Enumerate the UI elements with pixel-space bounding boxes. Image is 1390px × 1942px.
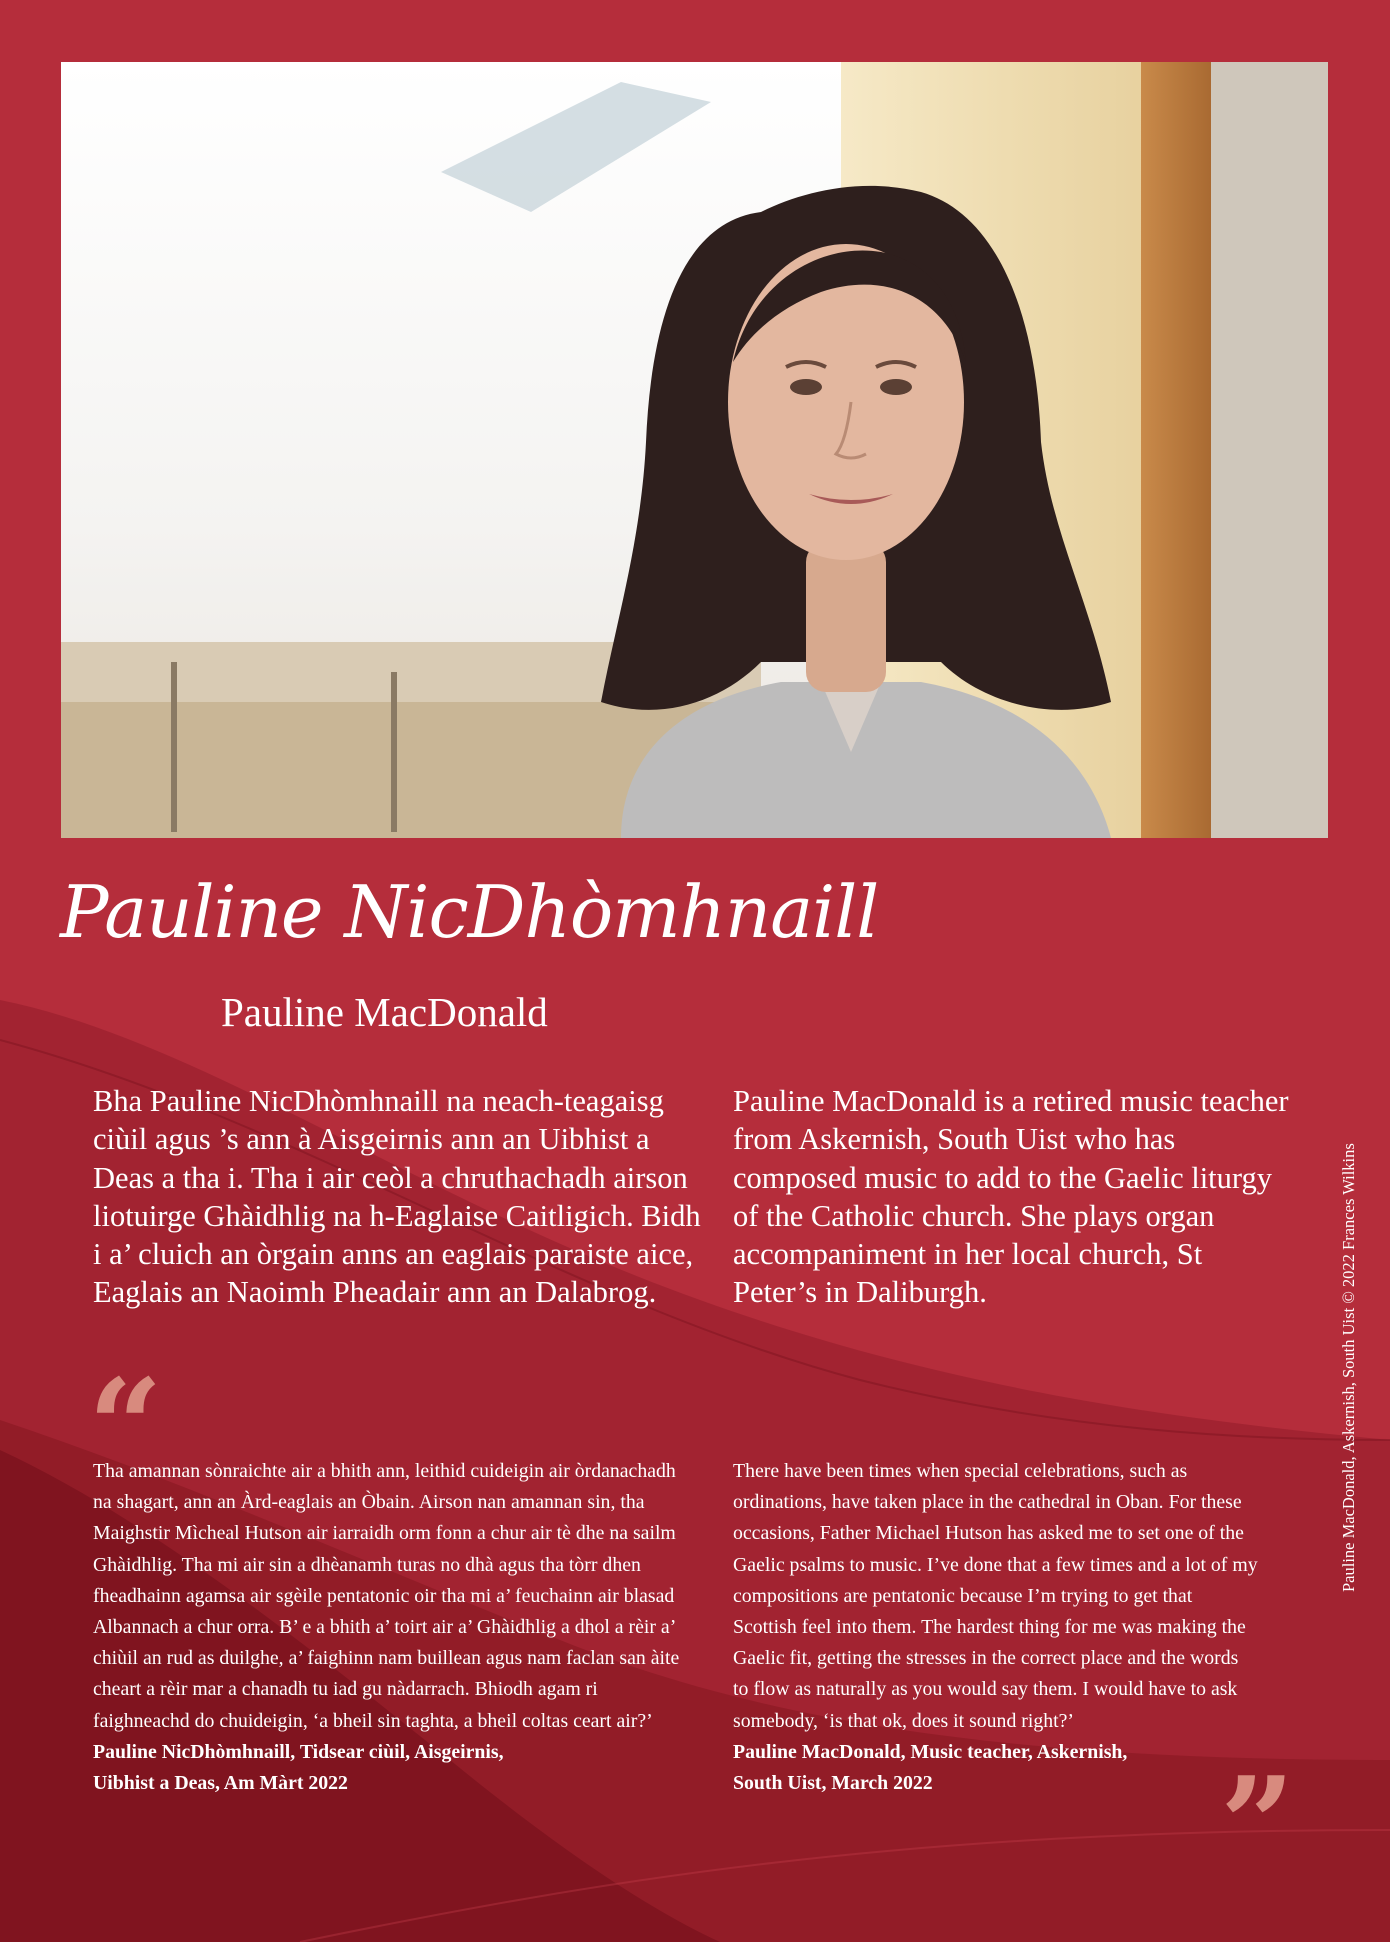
english-quote-attribution-line2: South Uist, March 2022 bbox=[733, 1772, 933, 1795]
photo-credit: Pauline MacDonald, Askernish, South Uist © 2022 Frances Wilkins bbox=[1339, 1143, 1358, 1592]
open-quote-mark: “ bbox=[88, 1350, 163, 1503]
english-intro-paragraph: Pauline MacDonald is a retired music teacher from Askernish, South Uist who has composed music to add to the Gaelic liturgy of the Catholic church. She plays organ accompaniment in her local church, St Peter’s in Daliburgh. bbox=[733, 1084, 1289, 1310]
close-quote-mark: ” bbox=[1220, 1748, 1295, 1901]
gaelic-quote-attribution-line2: Uibhist a Deas, Am Màrt 2022 bbox=[93, 1772, 348, 1795]
english-quote-text: There have been times when special celebrations, such as ordinations, have taken place in the cathedral in Oban. For these occasions, Father Michael Hutson has asked me to set one of the Gaelic psalms to music. I’ve done that a few times and a lot of my compositions are pentatonic because I’m trying to get that Scottish feel into them. The hardest thing for me was making the Gaelic fit, getting the stresses in the correct place and the words to flow as naturally as you would say them. I would have to ask somebody, ‘is that ok, does it sound right?’ bbox=[733, 1460, 1258, 1732]
english-quote bbox=[733, 1456, 1258, 1799]
gaelic-name-title: Pauline NicDhòmhnaill bbox=[60, 870, 879, 954]
english-quote-attribution-line1: Pauline MacDonald, Music teacher, Askernish, bbox=[733, 1740, 1128, 1763]
gaelic-intro-paragraph: Bha Pauline NicDhòmhnaill na neach-teagaisg ciùil agus ’s ann à Aisgeirnis ann an Uibhist a Deas a tha i. Tha i air ceòl a chruthachadh airson liotuirge Ghàidhlig na h-Eaglaise Caitligich. Bidh i a’ cluich an òrgain anns an eaglais paraiste aice, Eaglais an Naoimh Pheadair ann an Dalabrog. bbox=[93, 1084, 701, 1310]
gaelic-quote-text: Tha amannan sònraichte air a bhith ann, leithid cuideigin air òrdanachadh na shagart, ann an Àrd-eaglais an Òbain. Airson nan amannan sin, tha Maighstir Mìcheal Hutson air iarraidh orm fonn a chur air tè dhe na sailm Ghàidhlig. Tha mi air sin a dhèanamh turas no dhà agus tha tòrr dhen fheadhainn agamsa air sgèile pentatonic oir tha mi a’ feuchainn air blasad Albannach a chur orra. B’ e a bhith a’ toirt air a’ Ghàidhlig a dhol a rèir a’ chiùil an rud as duilghe, a’ faighinn nam buillean agus nam faclan san àite cheart a rèir mar a chanadh tu iad gu nàdarrach. Bhiodh agam ri faighneachd do chuideigin, ‘a bheil sin taghta, a bheil coltas ceart air?’ bbox=[93, 1460, 680, 1732]
english-name-subtitle: Pauline MacDonald bbox=[221, 989, 548, 1035]
gaelic-quote bbox=[93, 1456, 698, 1799]
gaelic-quote-attribution-line1: Pauline NicDhòmhnaill, Tidsear ciùil, Aisgeirnis, bbox=[93, 1740, 504, 1763]
portrait-photo bbox=[61, 62, 1328, 838]
